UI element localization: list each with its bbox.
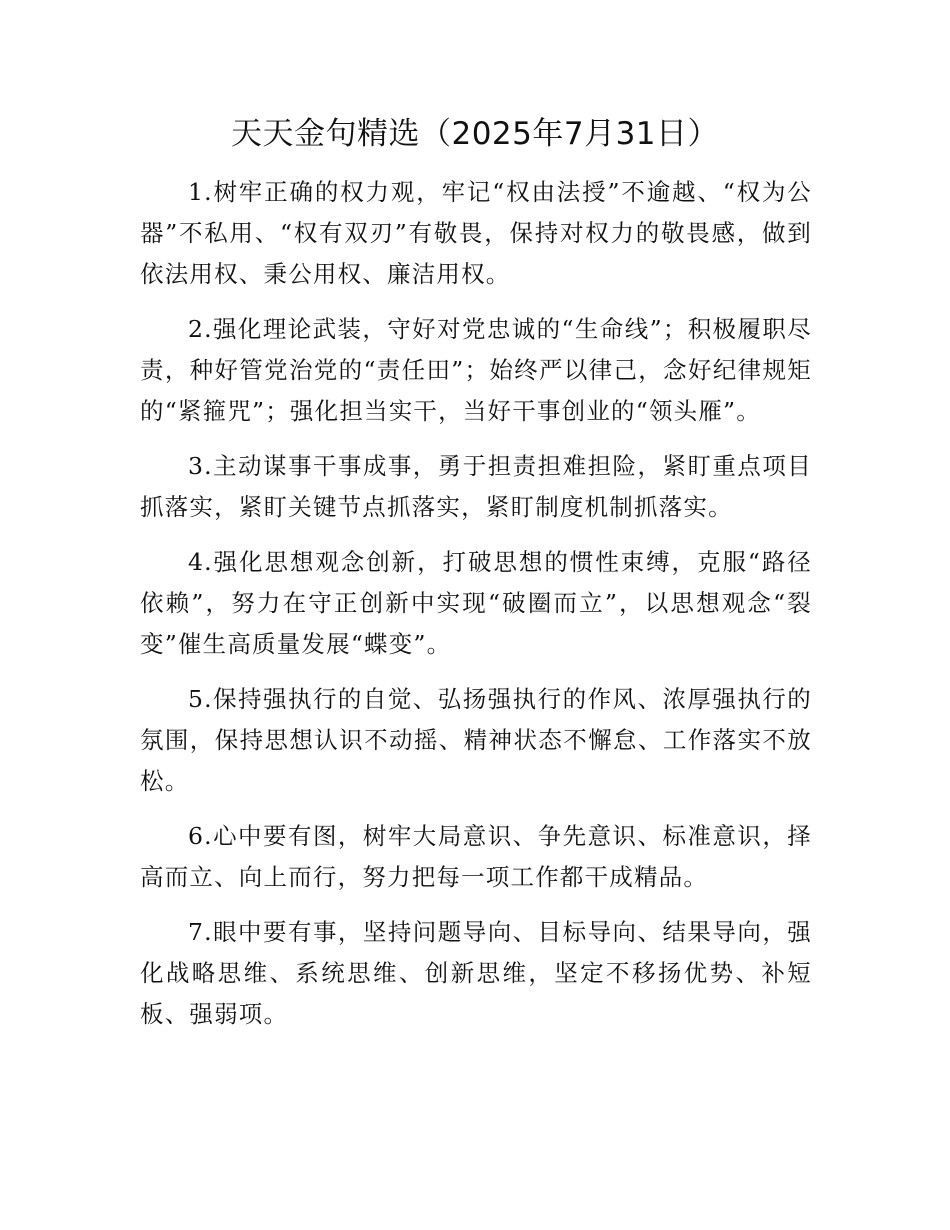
paragraph-2: 2.强化理论武装，守好对党忠诚的“生命线”；积极履职尽责，种好管党治党的“责任田”；始终严以律己，念好纪律规矩的“紧箍咒”；强化担当实干，当好干事创业的“领头雁”。 [140, 315, 812, 425]
paragraph-6: 6.心中要有图，树牢大局意识、争先意识、标准意识，择高而立、向上而行，努力把每一项工作都干成精品。 [140, 822, 812, 891]
paragraph-7: 7.眼中要有事，坚持问题导向、目标导向、结果导向，强化战略思维、系统思维、创新思维，坚定不移扬优势、补短板、强弱项。 [140, 918, 812, 1028]
document-title: 天天金句精选（2025年7月31日） [230, 116, 720, 152]
paragraph-1: 1.树牢正确的权力观，牢记“权由法授”不逾越、“权为公器”不私用、“权有双刃”有敬畏，保持对权力的敬畏感，做到依法用权、秉公用权、廉洁用权。 [140, 178, 812, 288]
document-body [140, 172, 812, 1049]
paragraph-3: 3.主动谋事干事成事，勇于担责担难担险，紧盯重点项目抓落实，紧盯关键节点抓落实，紧盯制度机制抓落实。 [140, 452, 812, 521]
paragraph-5: 5.保持强执行的自觉、弘扬强执行的作风、浓厚强执行的氛围，保持思想认识不动摇、精神状态不懈怠、工作落实不放松。 [140, 685, 812, 795]
paragraph-4: 4.强化思想观念创新，打破思想的惯性束缚，克服“路径依赖”，努力在守正创新中实现“破圈而立”，以思想观念“裂变”催生高质量发展“蝶变”。 [140, 548, 812, 658]
